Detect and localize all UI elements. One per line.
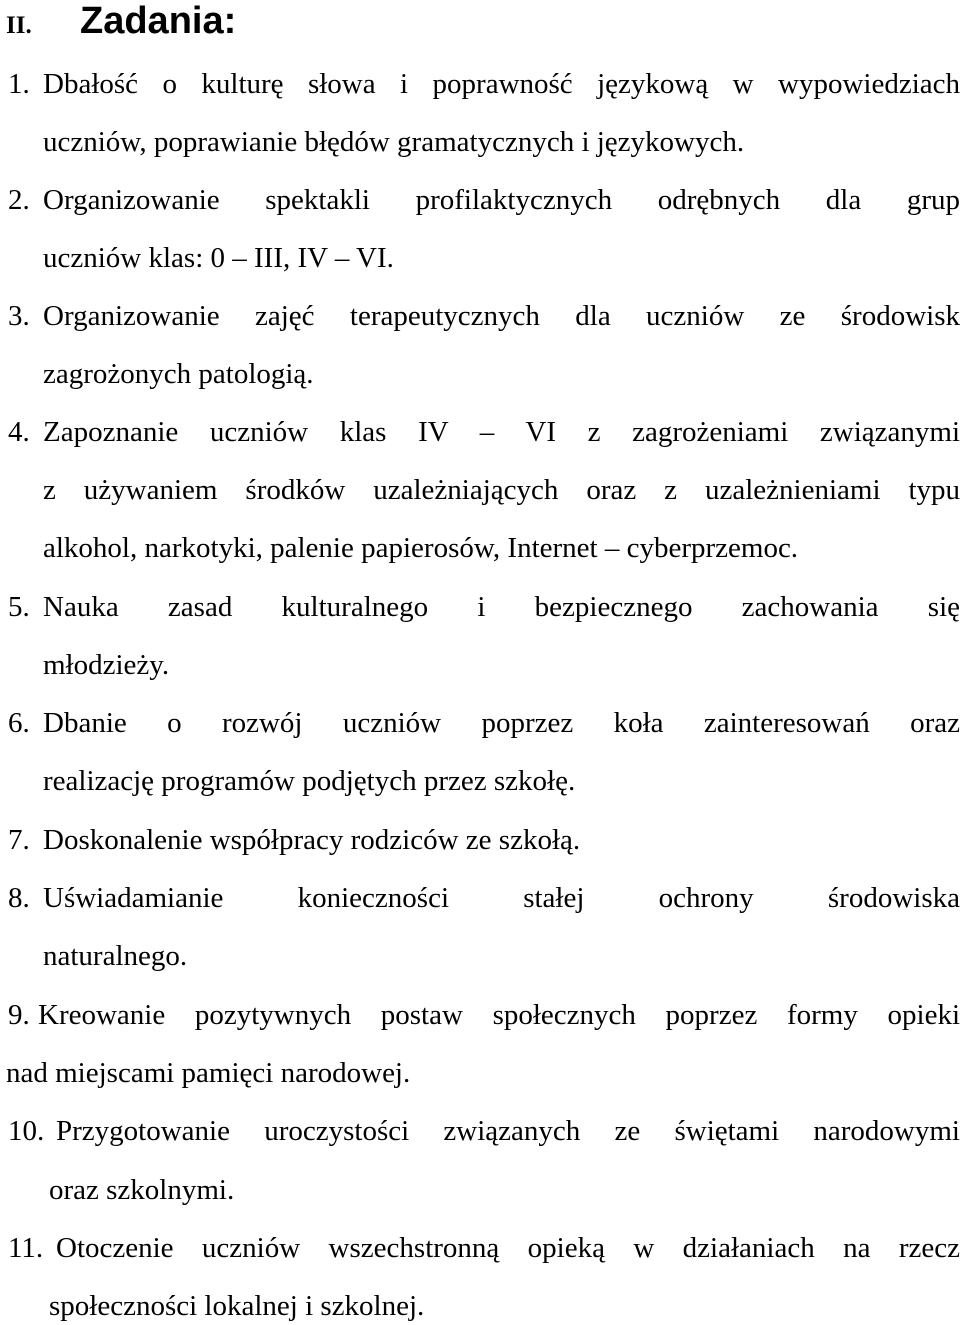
item-text-line: Zapoznanie uczniów klas IV – VI z zagrożeniami związanymi <box>43 416 960 448</box>
item-number: 1. <box>8 68 30 100</box>
item-text-line: Otoczenie uczniów wszechstronną opieką w działaniach na rzecz <box>56 1232 960 1264</box>
item-text-line: Przygotowanie uroczystości związanych ze świętami narodowymi <box>56 1115 960 1147</box>
item-text-line: naturalnego. <box>43 940 188 972</box>
item-number: 6. <box>8 707 30 739</box>
item-text-line: Organizowanie zajęć terapeutycznych dla uczniów ze środowisk <box>43 300 960 332</box>
item-text-line: Organizowanie spektakli profilaktycznych odrębnych dla grup <box>43 184 960 216</box>
item-text-line: alkohol, narkotyki, palenie papierosów, Internet – cyberprzemoc. <box>43 532 799 564</box>
section-number: II. <box>6 12 32 39</box>
item-number: 8. <box>8 882 30 914</box>
item-number: 9. <box>8 999 30 1031</box>
item-text-line: zagrożonych patologią. <box>43 358 314 390</box>
item-text-line: Doskonalenie współpracy rodziców ze szkołą. <box>43 824 581 856</box>
item-number: 10. <box>8 1115 45 1147</box>
item-text-line: młodzieży. <box>43 649 170 681</box>
item-text-line: Dbanie o rozwój uczniów poprzez koła zainteresowań oraz <box>43 707 960 739</box>
section-title: Zadania: <box>80 0 237 42</box>
item-text-line: Dbałość o kulturę słowa i poprawność językową w wypowiedziach <box>43 68 960 100</box>
item-text-line: Nauka zasad kulturalnego i bezpiecznego zachowania się <box>43 591 960 623</box>
item-number: 4. <box>8 416 30 448</box>
item-number: 11. <box>8 1232 44 1264</box>
item-number: 7. <box>8 824 30 856</box>
item-text-line: uczniów klas: 0 – III, IV – VI. <box>43 242 394 274</box>
item-text-line: realizację programów podjętych przez szkołę. <box>43 765 576 797</box>
item-text-line: oraz szkolnymi. <box>49 1174 235 1206</box>
item-text-line: z używaniem środków uzależniających oraz z uzależnieniami typu <box>43 474 960 506</box>
item-number: 5. <box>8 591 30 623</box>
item-text-line: społeczności lokalnej i szkolnej. <box>49 1290 425 1322</box>
item-text-line: uczniów, poprawianie błędów gramatycznych i językowych. <box>43 126 745 158</box>
item-text-line: Kreowanie pozytywnych postaw społecznych poprzez formy opieki <box>38 999 960 1031</box>
item-number: 2. <box>8 184 30 216</box>
item-text-line: Uświadamianie konieczności stałej ochrony środowiska <box>43 882 960 914</box>
section-heading <box>6 0 236 44</box>
item-number: 3. <box>8 300 30 332</box>
item-text-line: nad miejscami pamięci narodowej. <box>6 1057 411 1089</box>
